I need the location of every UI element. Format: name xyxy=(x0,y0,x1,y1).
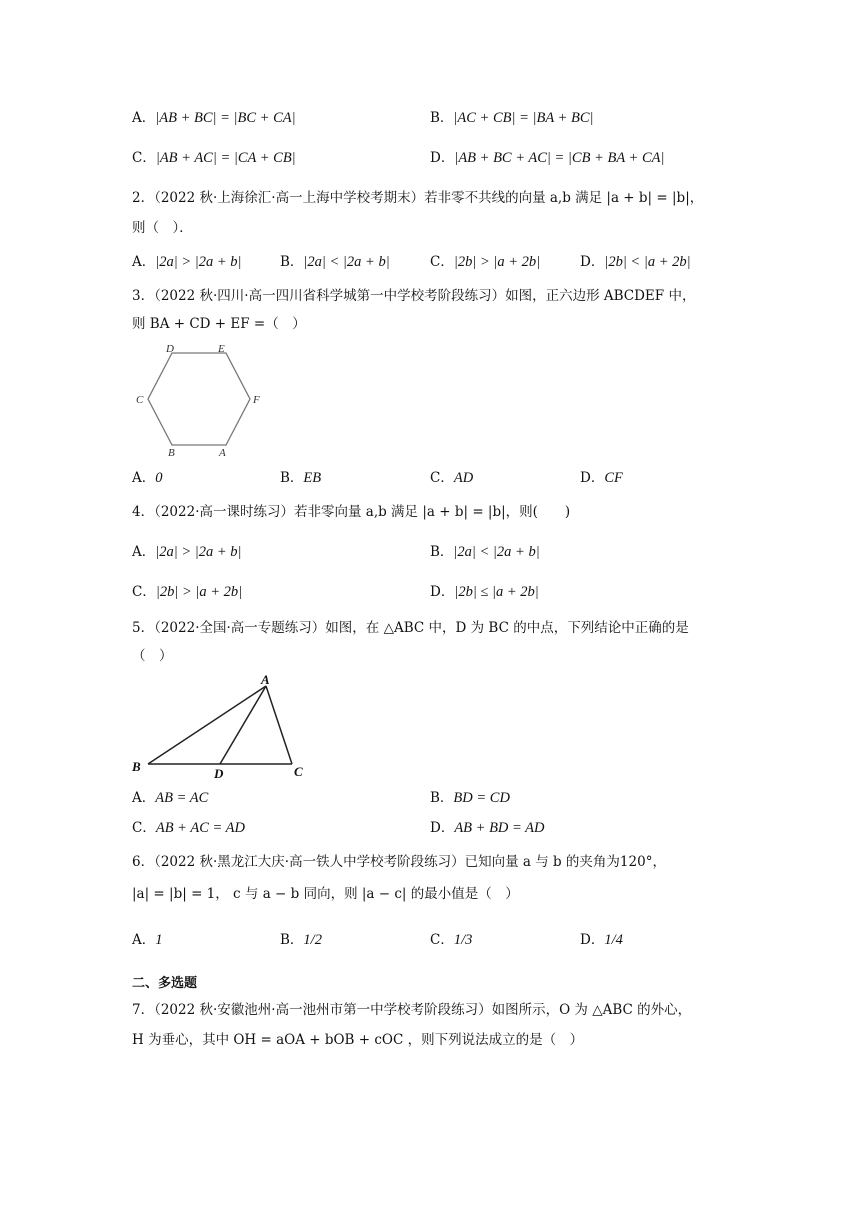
option-label: B． xyxy=(280,470,304,486)
option-expr: 1 xyxy=(155,932,163,948)
option-expr: |AB + AC| = |CA + CB| xyxy=(155,150,296,166)
option-label: A． xyxy=(132,470,156,486)
q4-option-b xyxy=(430,542,540,562)
q6-stem: 6．（2022 秋·黑龙江大庆·高一铁人中学校考阶段练习）已知向量 a 与 b 的夹角为120°， xyxy=(132,854,666,870)
option-label: A． xyxy=(132,932,156,948)
option-label: B． xyxy=(430,790,454,806)
option-label: B． xyxy=(430,110,454,126)
triangle-side-ac xyxy=(266,686,292,764)
q2-stem-cont: 则（ ）． xyxy=(132,220,193,236)
option-expr: |AC + CB| = |BA + BC| xyxy=(453,110,594,126)
q7-stem-cont: H 为垂心，其中 OH = aOA + bOB + cOC ，则下列说法成立的是（ ） xyxy=(132,1032,584,1048)
option-label: C． xyxy=(430,470,454,486)
option-label: D． xyxy=(580,932,605,948)
tri-label-a: A xyxy=(261,672,270,687)
option-label: D． xyxy=(430,150,455,166)
q5-stem-cont: （ ） xyxy=(132,648,173,664)
q6-option-a xyxy=(132,930,163,950)
option-label: A． xyxy=(132,790,156,806)
option-expr: AB + BD = AD xyxy=(454,820,545,836)
q2-option-d xyxy=(580,252,691,272)
q5-option-b xyxy=(430,788,510,808)
hex-label-a: A xyxy=(219,447,226,459)
q4-stem: 4．（2022·高一课时练习）若非零向量 a,b 满足 |a + b| = |b|，则( ) xyxy=(132,504,571,520)
q3-option-d xyxy=(580,468,623,488)
option-expr: 1/4 xyxy=(604,932,623,948)
option-expr: AB + AC = AD xyxy=(155,820,245,836)
option-label: D． xyxy=(580,470,605,486)
option-expr: EB xyxy=(303,470,322,486)
section-heading: 二、多选题 xyxy=(132,976,198,991)
q5-stem: 5．（2022·全国·高一专题练习）如图，在 △ABC 中，D 为 BC 的中点，下列结论中正确的是 xyxy=(132,620,689,636)
hex-label-d: D xyxy=(166,343,174,355)
option-label: C． xyxy=(430,254,454,270)
tri-label-d: D xyxy=(214,766,224,781)
triangle-median-ad xyxy=(220,686,266,764)
option-expr: |2a| < |2a + b| xyxy=(453,544,540,560)
tri-label-b: B xyxy=(132,759,141,774)
option-expr: BD = CD xyxy=(453,790,510,806)
q1-option-a xyxy=(132,108,296,128)
q2-stem: 2．（2022 秋·上海徐汇·高一上海中学校考期末）若非零不共线的向量 a,b 满足 |a + b| = |b|， xyxy=(132,190,704,206)
option-expr: |2a| < |2a + b| xyxy=(303,254,390,270)
q2-option-c xyxy=(430,252,540,272)
option-expr: CF xyxy=(604,470,623,486)
option-label: A． xyxy=(132,110,156,126)
option-label: C． xyxy=(132,150,156,166)
option-label: D． xyxy=(580,254,605,270)
option-label: B． xyxy=(280,932,304,948)
q5-option-d xyxy=(430,818,545,838)
tri-label-c: C xyxy=(294,764,303,779)
option-expr: |2a| > |2a + b| xyxy=(155,544,242,560)
option-expr: 0 xyxy=(155,470,163,486)
option-expr: |2a| > |2a + b| xyxy=(155,254,242,270)
q5-option-a xyxy=(132,788,208,808)
option-label: A． xyxy=(132,254,156,270)
q6-stem-cont: |a| = |b| = 1， c 与 a − b 同向，则 |a − c| 的最小值是（ ） xyxy=(132,886,519,902)
option-expr: |2b| > |a + 2b| xyxy=(453,254,541,270)
option-label: C． xyxy=(430,932,454,948)
q1-option-c xyxy=(132,148,296,168)
q2-option-b xyxy=(280,252,390,272)
q3-option-a xyxy=(132,468,163,488)
option-expr: AD xyxy=(453,470,474,486)
q1-option-d xyxy=(430,148,664,168)
q3-option-b xyxy=(280,468,321,488)
option-label: C． xyxy=(132,820,156,836)
option-label: B． xyxy=(280,254,304,270)
hexagon-figure xyxy=(130,338,270,462)
hexagon-shape xyxy=(148,353,250,445)
option-expr: AB = AC xyxy=(155,790,209,806)
q4-option-d xyxy=(430,582,539,602)
option-expr: 1/2 xyxy=(303,932,322,948)
option-label: B． xyxy=(430,544,454,560)
option-expr: |AB + BC| = |BC + CA| xyxy=(155,110,296,126)
option-expr: 1/3 xyxy=(453,932,473,948)
q6-option-d xyxy=(580,930,623,950)
q2-option-a xyxy=(132,252,242,272)
option-expr: |AB + BC + AC| = |CB + BA + CA| xyxy=(454,150,665,166)
option-expr: |2b| > |a + 2b| xyxy=(155,584,243,600)
option-label: D． xyxy=(430,820,455,836)
q1-option-b xyxy=(430,108,594,128)
q4-option-a xyxy=(132,542,242,562)
triangle-figure xyxy=(128,672,318,784)
option-label: C． xyxy=(132,584,156,600)
q6-option-b xyxy=(280,930,322,950)
hex-label-f: F xyxy=(253,394,260,406)
option-expr: |2b| ≤ |a + 2b| xyxy=(454,584,539,600)
option-expr: |2b| < |a + 2b| xyxy=(604,254,691,270)
q5-option-c xyxy=(132,818,245,838)
q3-option-c xyxy=(430,468,473,488)
q4-option-c xyxy=(132,582,242,602)
q3-stem-cont: 则 BA + CD + EF =（ ） xyxy=(132,316,306,332)
option-label: D． xyxy=(430,584,455,600)
q6-option-c xyxy=(430,930,472,950)
hex-label-e: E xyxy=(218,343,225,355)
hex-label-b: B xyxy=(168,447,175,459)
hex-label-c: C xyxy=(136,394,144,406)
option-label: A． xyxy=(132,544,156,560)
q3-stem: 3．（2022 秋·四川·高一四川省科学城第一中学校考阶段练习）如图，正六边形 ABCDEF 中， xyxy=(132,288,696,304)
q7-stem: 7．（2022 秋·安徽池州·高一池州市第一中学校考阶段练习）如图所示，O 为 △ABC 的外心， xyxy=(132,1002,692,1018)
triangle-side-ab xyxy=(148,686,266,764)
